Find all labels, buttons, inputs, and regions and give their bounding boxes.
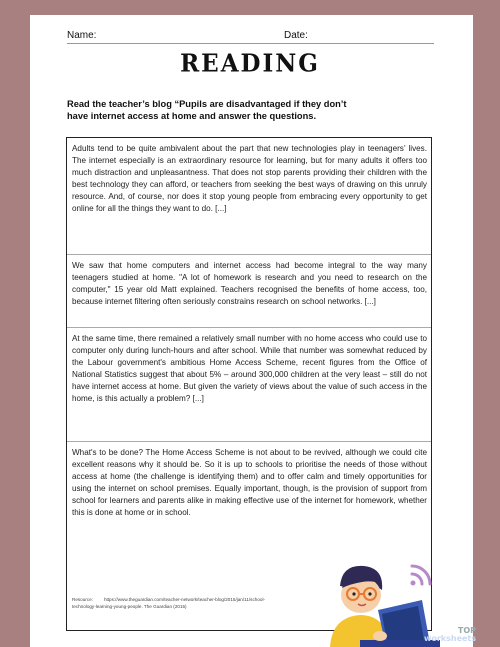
instructions-line-1: Read the teacher’s blog “Pupils are disadvantaged if they don’t [67,99,347,109]
date-label: Date: [284,30,308,41]
topworksheets-logo [424,627,476,643]
paragraph-divider [67,327,431,328]
paragraph-divider [67,441,431,442]
brand-line-1: TOP [457,626,476,635]
paragraph-4: What's to be done? The Home Access Scheme is not about to be revived, although we could cite excellent reasons why it should be. So it is up to schools to prioritise the needs of those without access at home (the challenge is identifying them) and to offer calm and timely opportunities for using the internet on school premises. Equally important, though, is the provision of support from school for learners and parents alike in making effective use of the internet for homework, whether this is done at home or in school. [72,448,427,517]
header-line [67,43,434,44]
instructions [67,98,407,122]
wifi-icon [411,566,431,586]
brand-line-2: worksheets [423,634,476,643]
paragraph-3: At the same time, there remained a relatively small number with no home access who could use to computer only during lunch-hours and after school. While that number was somewhat reduced by the Labour government's ambitious Home Access Scheme, recent figures from the Office of National Statistics suggest that about 5% – around 300,000 children at the very least – still do not have internet access at home. But given the variety of views about the value of such access in the home, is this actually a problem? [...] [72,334,427,403]
resource-citation: Resource: https://www.theguardian.com/teacher-network/teacher-blog/2015/jan/11/school-technology-learning-young-people. The Guardian (2015) [72,597,265,610]
paragraph-2: We saw that home computers and internet access had become integral to the way many teenagers studied at home. "A lot of homework is research and you need to research on the computer," 15 year old Matt explained. Teachers recognised the benefits of home access, too, because internet filtering often seriously constrains research on school networks. [...] [72,261,427,306]
paragraph-divider [67,254,431,255]
page-title: READING [180,49,320,78]
paragraph-1: Adults tend to be quite ambivalent about the part that new technologies play in teenagers’ lives. The internet especially is an extraordinary resource for learning, but for many adults it offers too much distraction and unpleasantness. That does not stop parents providing their children with the best technology they can afford, or teachers from seeking the best ways of drawing on this unruly resource. And, of course, nor does it stop young people from embracing every opportunity to get online for all the things they want to do. [...] [72,144,427,213]
instructions-line-2: have internet access at home and answer the questions. [67,111,317,121]
name-label: Name: [67,30,97,41]
student-laptop-illustration [320,548,440,647]
